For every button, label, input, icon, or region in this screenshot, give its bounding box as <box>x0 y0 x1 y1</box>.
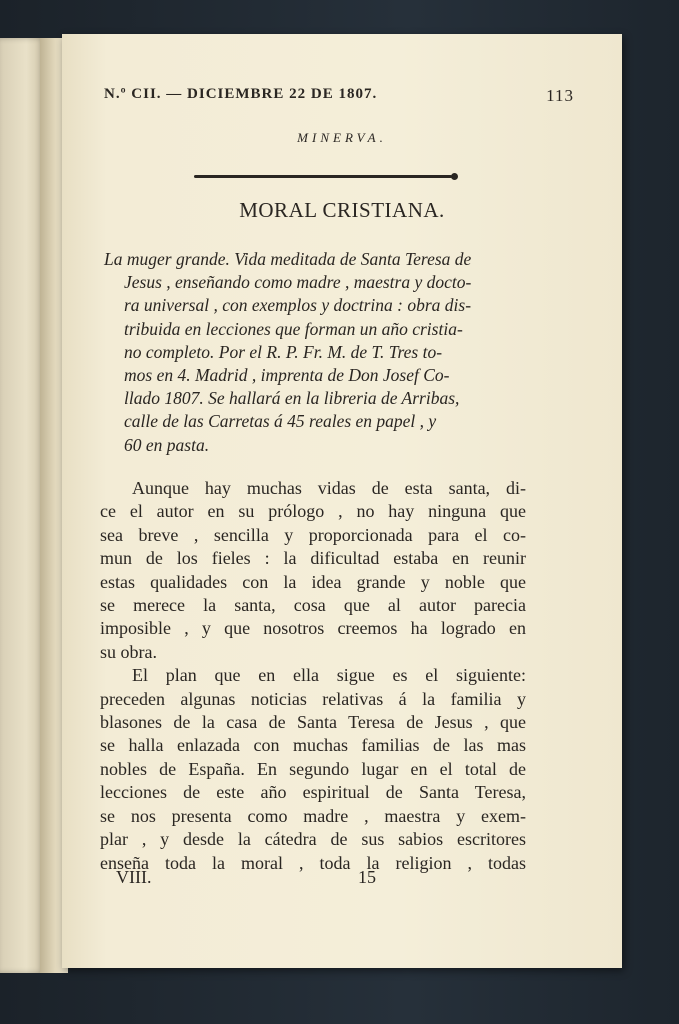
issue-date: — DICIEMBRE 22 DE 1807. <box>166 86 378 102</box>
citation-line: Jesus , enseñando como madre , maestra y docto- <box>124 272 472 293</box>
ornamental-rule <box>194 175 452 178</box>
issue-and-date <box>104 86 377 103</box>
body-line: nobles de España. En segundo lugar en el total de <box>100 758 526 779</box>
citation-line: ra universal , con exemplos y doctrina : obra dis- <box>124 295 472 316</box>
citation-line: tribuida en lecciones que forman un año cristia- <box>124 318 463 339</box>
facing-page-edge <box>0 38 44 973</box>
body-line: lecciones de este año espiritual de Santa Teresa, <box>100 782 526 803</box>
body-line: su obra. <box>100 641 157 662</box>
body-line: sea breve , sencilla y proporcionada para el co- <box>100 524 526 545</box>
body-line: mun de los fieles : la dificultad estaba en reunir <box>100 548 526 569</box>
body-line: preceden algunas noticias relativas á la familia y <box>100 688 526 709</box>
citation-line: mos en 4. Madrid , imprenta de Don Josef Co- <box>124 365 450 386</box>
citation-line: calle de las Carretas á 45 reales en papel , y <box>124 411 437 432</box>
citation-line: llado 1807. Se hallará en la libreria de Arribas, <box>124 388 460 409</box>
citation-line: La muger grande. Vida meditada de Santa Teresa de <box>104 249 472 269</box>
body-line: imposible , y que nosotros creemos ha logrado en <box>100 618 526 639</box>
body-line: se merece la santa, cosa que al autor parecia <box>100 595 526 616</box>
body-line: estas qualidades con la idea grande y noble que <box>100 571 526 592</box>
body-line: ce el autor en su prólogo , no hay ninguna que <box>100 501 526 522</box>
article-body <box>100 477 526 875</box>
running-header <box>104 86 574 110</box>
body-line: se halla enlazada con muchas familias de las mas <box>100 735 526 756</box>
section-name: MINERVA. <box>297 130 387 145</box>
book-page <box>62 34 622 968</box>
body-line: enseña toda la moral , toda la religion , todas <box>100 852 526 873</box>
page-number: 113 <box>546 86 574 105</box>
body-line: plar , y desde la cátedra de sus sabios escritores <box>100 829 526 850</box>
body-line: Aunque hay muchas vidas de esta santa, di- <box>132 478 526 498</box>
folio-number: 15 <box>358 867 376 887</box>
article-title: MORAL CRISTIANA. <box>239 198 445 222</box>
book-citation <box>104 248 544 457</box>
citation-line: no completo. Por el R. P. Fr. M. de T. Tres to- <box>124 341 443 362</box>
issue-number: N.º CII. <box>104 86 162 102</box>
signature-mark: VIII. <box>116 867 152 887</box>
body-line: blasones de la casa de Santa Teresa de Jesus , que <box>100 712 526 733</box>
body-line: El plan que en ella sigue es el siguiente: <box>132 665 526 686</box>
body-line: se nos presenta como madre , maestra y exem- <box>100 805 526 826</box>
citation-line: 60 en pasta. <box>124 434 210 455</box>
